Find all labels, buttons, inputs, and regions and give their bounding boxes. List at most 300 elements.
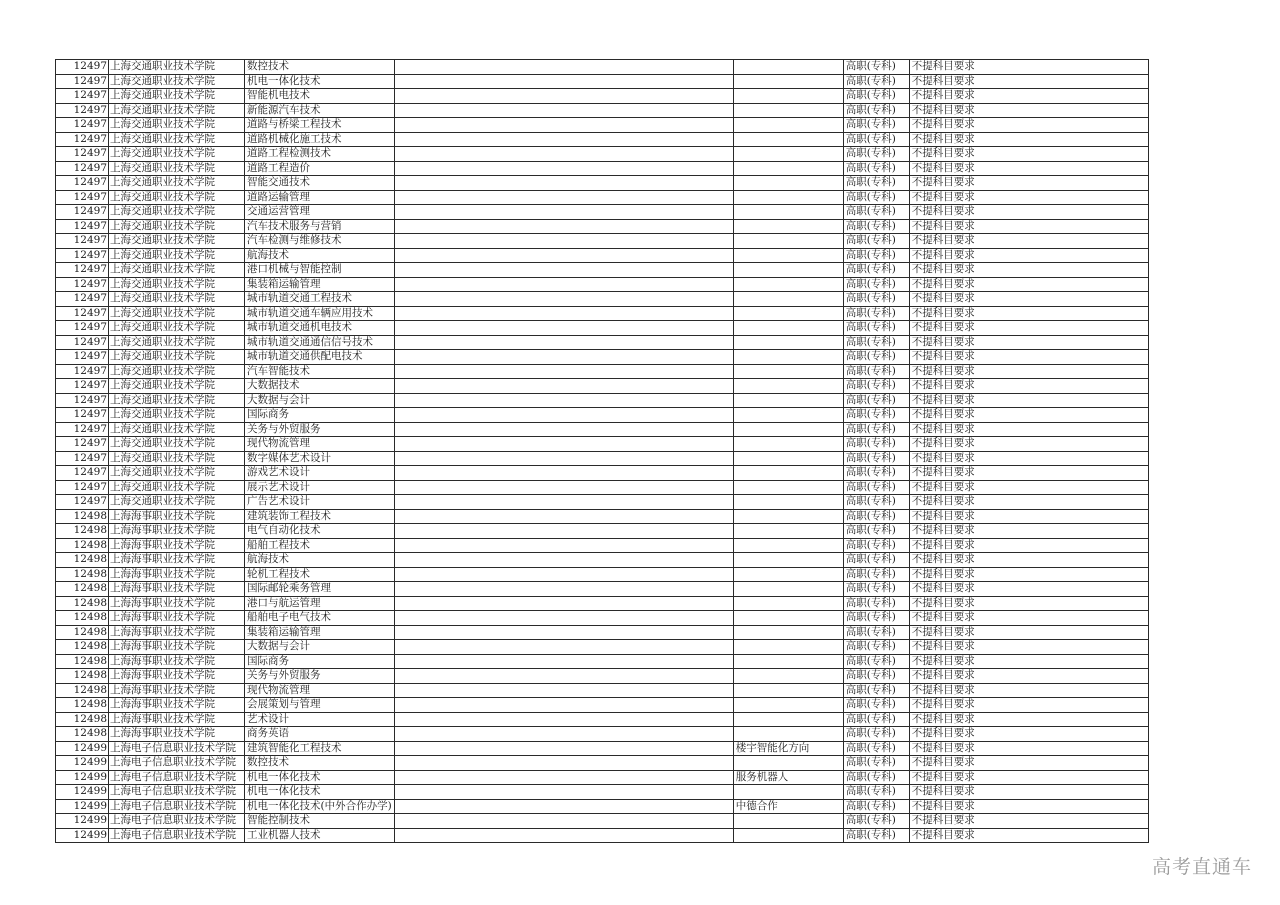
table-row bbox=[56, 509, 1149, 524]
level-cell: 高职(专科) bbox=[843, 828, 909, 843]
major-name-cell: 船舶工程技术 bbox=[245, 538, 395, 553]
major-name-cell: 大数据技术 bbox=[245, 379, 395, 394]
table-row bbox=[56, 814, 1149, 829]
school-name-cell: 上海交通职业技术学院 bbox=[109, 379, 245, 394]
major-name-cell: 机电一体化技术(中外合作办学) bbox=[245, 799, 395, 814]
direction-cell bbox=[733, 509, 843, 524]
school-name-cell: 上海交通职业技术学院 bbox=[109, 176, 245, 191]
notes-cell bbox=[394, 219, 733, 234]
table-row bbox=[56, 74, 1149, 89]
direction-cell bbox=[733, 89, 843, 104]
school-name-cell: 上海海事职业技术学院 bbox=[109, 596, 245, 611]
major-name-cell: 道路运输管理 bbox=[245, 190, 395, 205]
notes-cell bbox=[394, 712, 733, 727]
direction-cell bbox=[733, 712, 843, 727]
direction-cell bbox=[733, 219, 843, 234]
direction-cell bbox=[733, 277, 843, 292]
school-name-cell: 上海交通职业技术学院 bbox=[109, 451, 245, 466]
major-name-cell: 关务与外贸服务 bbox=[245, 422, 395, 437]
notes-cell bbox=[394, 785, 733, 800]
direction-cell bbox=[733, 814, 843, 829]
table-row bbox=[56, 770, 1149, 785]
major-name-cell: 大数据与会计 bbox=[245, 393, 395, 408]
direction-cell bbox=[733, 553, 843, 568]
table-row bbox=[56, 422, 1149, 437]
level-cell: 高职(专科) bbox=[843, 741, 909, 756]
school-name-cell: 上海交通职业技术学院 bbox=[109, 190, 245, 205]
table-row bbox=[56, 828, 1149, 843]
level-cell: 高职(专科) bbox=[843, 74, 909, 89]
major-name-cell: 智能机电技术 bbox=[245, 89, 395, 104]
level-cell: 高职(专科) bbox=[843, 538, 909, 553]
level-cell: 高职(专科) bbox=[843, 277, 909, 292]
school-name-cell: 上海交通职业技术学院 bbox=[109, 263, 245, 278]
major-name-cell: 道路工程造价 bbox=[245, 161, 395, 176]
table-row bbox=[56, 89, 1149, 104]
subject-requirement-cell: 不提科目要求 bbox=[909, 640, 1148, 655]
major-name-cell: 艺术设计 bbox=[245, 712, 395, 727]
major-name-cell: 汽车检测与维修技术 bbox=[245, 234, 395, 249]
notes-cell bbox=[394, 364, 733, 379]
school-code-cell: 12498 bbox=[56, 669, 109, 684]
direction-cell bbox=[733, 306, 843, 321]
major-name-cell: 广告艺术设计 bbox=[245, 495, 395, 510]
notes-cell bbox=[394, 234, 733, 249]
school-code-cell: 12497 bbox=[56, 364, 109, 379]
direction-cell bbox=[733, 393, 843, 408]
major-name-cell: 大数据与会计 bbox=[245, 640, 395, 655]
school-name-cell: 上海交通职业技术学院 bbox=[109, 408, 245, 423]
notes-cell bbox=[394, 132, 733, 147]
direction-cell bbox=[733, 451, 843, 466]
subject-requirement-cell: 不提科目要求 bbox=[909, 509, 1148, 524]
table-row bbox=[56, 364, 1149, 379]
table-row bbox=[56, 60, 1149, 75]
school-code-cell: 12497 bbox=[56, 132, 109, 147]
major-name-cell: 电气自动化技术 bbox=[245, 524, 395, 539]
direction-cell bbox=[733, 669, 843, 684]
school-code-cell: 12497 bbox=[56, 161, 109, 176]
level-cell: 高职(专科) bbox=[843, 379, 909, 394]
level-cell: 高职(专科) bbox=[843, 234, 909, 249]
school-code-cell: 12497 bbox=[56, 60, 109, 75]
direction-cell bbox=[733, 727, 843, 742]
school-code-cell: 12499 bbox=[56, 785, 109, 800]
table-row bbox=[56, 466, 1149, 481]
school-name-cell: 上海交通职业技术学院 bbox=[109, 147, 245, 162]
subject-requirement-cell: 不提科目要求 bbox=[909, 524, 1148, 539]
school-name-cell: 上海交通职业技术学院 bbox=[109, 89, 245, 104]
notes-cell bbox=[394, 118, 733, 133]
table-row bbox=[56, 219, 1149, 234]
notes-cell bbox=[394, 814, 733, 829]
notes-cell bbox=[394, 437, 733, 452]
level-cell: 高职(专科) bbox=[843, 640, 909, 655]
school-name-cell: 上海海事职业技术学院 bbox=[109, 611, 245, 626]
school-name-cell: 上海交通职业技术学院 bbox=[109, 437, 245, 452]
school-code-cell: 12498 bbox=[56, 553, 109, 568]
subject-requirement-cell: 不提科目要求 bbox=[909, 60, 1148, 75]
level-cell: 高职(专科) bbox=[843, 799, 909, 814]
direction-cell bbox=[733, 60, 843, 75]
subject-requirement-cell: 不提科目要求 bbox=[909, 495, 1148, 510]
subject-requirement-cell: 不提科目要求 bbox=[909, 553, 1148, 568]
table-row bbox=[56, 596, 1149, 611]
direction-cell bbox=[733, 828, 843, 843]
notes-cell bbox=[394, 480, 733, 495]
subject-requirement-cell: 不提科目要求 bbox=[909, 582, 1148, 597]
direction-cell bbox=[733, 698, 843, 713]
school-code-cell: 12498 bbox=[56, 567, 109, 582]
subject-requirement-cell: 不提科目要求 bbox=[909, 683, 1148, 698]
major-name-cell: 道路机械化施工技术 bbox=[245, 132, 395, 147]
subject-requirement-cell: 不提科目要求 bbox=[909, 350, 1148, 365]
direction-cell bbox=[733, 524, 843, 539]
school-name-cell: 上海海事职业技术学院 bbox=[109, 509, 245, 524]
subject-requirement-cell: 不提科目要求 bbox=[909, 466, 1148, 481]
school-code-cell: 12497 bbox=[56, 147, 109, 162]
level-cell: 高职(专科) bbox=[843, 350, 909, 365]
subject-requirement-cell: 不提科目要求 bbox=[909, 364, 1148, 379]
school-name-cell: 上海海事职业技术学院 bbox=[109, 727, 245, 742]
level-cell: 高职(专科) bbox=[843, 437, 909, 452]
direction-cell bbox=[733, 350, 843, 365]
notes-cell bbox=[394, 190, 733, 205]
table-row bbox=[56, 393, 1149, 408]
school-code-cell: 12499 bbox=[56, 756, 109, 771]
notes-cell bbox=[394, 698, 733, 713]
level-cell: 高职(专科) bbox=[843, 118, 909, 133]
school-code-cell: 12498 bbox=[56, 698, 109, 713]
level-cell: 高职(专科) bbox=[843, 335, 909, 350]
school-code-cell: 12499 bbox=[56, 741, 109, 756]
direction-cell bbox=[733, 654, 843, 669]
level-cell: 高职(专科) bbox=[843, 306, 909, 321]
school-name-cell: 上海交通职业技术学院 bbox=[109, 350, 245, 365]
direction-cell bbox=[733, 437, 843, 452]
table-row bbox=[56, 567, 1149, 582]
school-code-cell: 12497 bbox=[56, 190, 109, 205]
major-name-cell: 现代物流管理 bbox=[245, 683, 395, 698]
notes-cell bbox=[394, 89, 733, 104]
school-code-cell: 12497 bbox=[56, 495, 109, 510]
school-code-cell: 12498 bbox=[56, 640, 109, 655]
major-name-cell: 轮机工程技术 bbox=[245, 567, 395, 582]
notes-cell bbox=[394, 161, 733, 176]
notes-cell bbox=[394, 727, 733, 742]
level-cell: 高职(专科) bbox=[843, 756, 909, 771]
major-name-cell: 关务与外贸服务 bbox=[245, 669, 395, 684]
major-name-cell: 数控技术 bbox=[245, 756, 395, 771]
level-cell: 高职(专科) bbox=[843, 219, 909, 234]
subject-requirement-cell: 不提科目要求 bbox=[909, 118, 1148, 133]
major-name-cell: 机电一体化技术 bbox=[245, 74, 395, 89]
notes-cell bbox=[394, 393, 733, 408]
school-name-cell: 上海交通职业技术学院 bbox=[109, 495, 245, 510]
level-cell: 高职(专科) bbox=[843, 480, 909, 495]
direction-cell bbox=[733, 538, 843, 553]
level-cell: 高职(专科) bbox=[843, 567, 909, 582]
major-name-cell: 国际邮轮乘务管理 bbox=[245, 582, 395, 597]
school-name-cell: 上海交通职业技术学院 bbox=[109, 335, 245, 350]
notes-cell bbox=[394, 422, 733, 437]
school-code-cell: 12497 bbox=[56, 466, 109, 481]
direction-cell bbox=[733, 321, 843, 336]
notes-cell bbox=[394, 770, 733, 785]
school-name-cell: 上海交通职业技术学院 bbox=[109, 161, 245, 176]
school-name-cell: 上海电子信息职业技术学院 bbox=[109, 785, 245, 800]
school-name-cell: 上海交通职业技术学院 bbox=[109, 118, 245, 133]
level-cell: 高职(专科) bbox=[843, 89, 909, 104]
school-code-cell: 12497 bbox=[56, 451, 109, 466]
school-name-cell: 上海交通职业技术学院 bbox=[109, 132, 245, 147]
school-code-cell: 12497 bbox=[56, 480, 109, 495]
table-row bbox=[56, 190, 1149, 205]
notes-cell bbox=[394, 335, 733, 350]
notes-cell bbox=[394, 640, 733, 655]
major-name-cell: 机电一体化技术 bbox=[245, 785, 395, 800]
table-row bbox=[56, 321, 1149, 336]
level-cell: 高职(专科) bbox=[843, 524, 909, 539]
table-row bbox=[56, 379, 1149, 394]
subject-requirement-cell: 不提科目要求 bbox=[909, 741, 1148, 756]
direction-cell bbox=[733, 292, 843, 307]
notes-cell bbox=[394, 654, 733, 669]
level-cell: 高职(专科) bbox=[843, 190, 909, 205]
school-name-cell: 上海海事职业技术学院 bbox=[109, 654, 245, 669]
school-name-cell: 上海交通职业技术学院 bbox=[109, 480, 245, 495]
school-code-cell: 12497 bbox=[56, 422, 109, 437]
school-name-cell: 上海交通职业技术学院 bbox=[109, 292, 245, 307]
direction-cell bbox=[733, 480, 843, 495]
subject-requirement-cell: 不提科目要求 bbox=[909, 321, 1148, 336]
table-row bbox=[56, 408, 1149, 423]
direction-cell bbox=[733, 147, 843, 162]
notes-cell bbox=[394, 147, 733, 162]
admissions-table bbox=[55, 59, 1149, 843]
direction-cell bbox=[733, 756, 843, 771]
direction-cell: 楼宇智能化方向 bbox=[733, 741, 843, 756]
level-cell: 高职(专科) bbox=[843, 292, 909, 307]
subject-requirement-cell: 不提科目要求 bbox=[909, 828, 1148, 843]
notes-cell bbox=[394, 103, 733, 118]
notes-cell bbox=[394, 74, 733, 89]
table-row bbox=[56, 335, 1149, 350]
notes-cell bbox=[394, 60, 733, 75]
school-name-cell: 上海交通职业技术学院 bbox=[109, 74, 245, 89]
school-name-cell: 上海交通职业技术学院 bbox=[109, 306, 245, 321]
notes-cell bbox=[394, 466, 733, 481]
major-name-cell: 商务英语 bbox=[245, 727, 395, 742]
table-row bbox=[56, 234, 1149, 249]
school-code-cell: 12497 bbox=[56, 74, 109, 89]
major-name-cell: 航海技术 bbox=[245, 248, 395, 263]
level-cell: 高职(专科) bbox=[843, 770, 909, 785]
subject-requirement-cell: 不提科目要求 bbox=[909, 422, 1148, 437]
school-code-cell: 12497 bbox=[56, 219, 109, 234]
school-name-cell: 上海交通职业技术学院 bbox=[109, 277, 245, 292]
subject-requirement-cell: 不提科目要求 bbox=[909, 756, 1148, 771]
table-row bbox=[56, 248, 1149, 263]
major-name-cell: 道路工程检测技术 bbox=[245, 147, 395, 162]
table-row bbox=[56, 176, 1149, 191]
table-row bbox=[56, 553, 1149, 568]
notes-cell bbox=[394, 379, 733, 394]
table-row bbox=[56, 118, 1149, 133]
school-name-cell: 上海电子信息职业技术学院 bbox=[109, 828, 245, 843]
table-row bbox=[56, 611, 1149, 626]
level-cell: 高职(专科) bbox=[843, 712, 909, 727]
notes-cell bbox=[394, 248, 733, 263]
level-cell: 高职(专科) bbox=[843, 263, 909, 278]
notes-cell bbox=[394, 408, 733, 423]
subject-requirement-cell: 不提科目要求 bbox=[909, 234, 1148, 249]
direction-cell bbox=[733, 248, 843, 263]
school-code-cell: 12498 bbox=[56, 596, 109, 611]
subject-requirement-cell: 不提科目要求 bbox=[909, 176, 1148, 191]
direction-cell bbox=[733, 205, 843, 220]
subject-requirement-cell: 不提科目要求 bbox=[909, 654, 1148, 669]
subject-requirement-cell: 不提科目要求 bbox=[909, 712, 1148, 727]
major-name-cell: 游戏艺术设计 bbox=[245, 466, 395, 481]
notes-cell bbox=[394, 524, 733, 539]
school-code-cell: 12499 bbox=[56, 799, 109, 814]
school-code-cell: 12497 bbox=[56, 263, 109, 278]
table-row bbox=[56, 132, 1149, 147]
level-cell: 高职(专科) bbox=[843, 176, 909, 191]
subject-requirement-cell: 不提科目要求 bbox=[909, 727, 1148, 742]
table-row bbox=[56, 161, 1149, 176]
school-code-cell: 12499 bbox=[56, 828, 109, 843]
notes-cell bbox=[394, 741, 733, 756]
table-row bbox=[56, 756, 1149, 771]
table-row bbox=[56, 799, 1149, 814]
table-row bbox=[56, 640, 1149, 655]
major-name-cell: 数控技术 bbox=[245, 60, 395, 75]
school-code-cell: 12497 bbox=[56, 277, 109, 292]
subject-requirement-cell: 不提科目要求 bbox=[909, 698, 1148, 713]
school-name-cell: 上海海事职业技术学院 bbox=[109, 698, 245, 713]
school-name-cell: 上海电子信息职业技术学院 bbox=[109, 756, 245, 771]
notes-cell bbox=[394, 350, 733, 365]
watermark: 高考直通车 bbox=[1151, 856, 1252, 878]
level-cell: 高职(专科) bbox=[843, 582, 909, 597]
school-code-cell: 12497 bbox=[56, 176, 109, 191]
level-cell: 高职(专科) bbox=[843, 103, 909, 118]
table-row bbox=[56, 277, 1149, 292]
table-row bbox=[56, 741, 1149, 756]
direction-cell bbox=[733, 408, 843, 423]
school-name-cell: 上海交通职业技术学院 bbox=[109, 205, 245, 220]
subject-requirement-cell: 不提科目要求 bbox=[909, 219, 1148, 234]
school-name-cell: 上海电子信息职业技术学院 bbox=[109, 741, 245, 756]
level-cell: 高职(专科) bbox=[843, 727, 909, 742]
subject-requirement-cell: 不提科目要求 bbox=[909, 480, 1148, 495]
direction-cell bbox=[733, 495, 843, 510]
school-code-cell: 12497 bbox=[56, 89, 109, 104]
direction-cell bbox=[733, 364, 843, 379]
major-name-cell: 城市轨道交通供配电技术 bbox=[245, 350, 395, 365]
table-row bbox=[56, 582, 1149, 597]
notes-cell bbox=[394, 582, 733, 597]
notes-cell bbox=[394, 495, 733, 510]
table-body bbox=[56, 60, 1149, 843]
major-name-cell: 展示艺术设计 bbox=[245, 480, 395, 495]
level-cell: 高职(专科) bbox=[843, 147, 909, 162]
direction-cell bbox=[733, 422, 843, 437]
major-name-cell: 建筑智能化工程技术 bbox=[245, 741, 395, 756]
direction-cell bbox=[733, 683, 843, 698]
direction-cell bbox=[733, 567, 843, 582]
school-name-cell: 上海海事职业技术学院 bbox=[109, 683, 245, 698]
notes-cell bbox=[394, 263, 733, 278]
direction-cell bbox=[733, 785, 843, 800]
major-name-cell: 船舶电子电气技术 bbox=[245, 611, 395, 626]
table-row bbox=[56, 654, 1149, 669]
direction-cell bbox=[733, 103, 843, 118]
direction-cell bbox=[733, 611, 843, 626]
notes-cell bbox=[394, 538, 733, 553]
table-row bbox=[56, 698, 1149, 713]
subject-requirement-cell: 不提科目要求 bbox=[909, 596, 1148, 611]
level-cell: 高职(专科) bbox=[843, 698, 909, 713]
notes-cell bbox=[394, 799, 733, 814]
school-code-cell: 12498 bbox=[56, 538, 109, 553]
major-name-cell: 现代物流管理 bbox=[245, 437, 395, 452]
direction-cell: 中德合作 bbox=[733, 799, 843, 814]
school-name-cell: 上海交通职业技术学院 bbox=[109, 393, 245, 408]
school-name-cell: 上海交通职业技术学院 bbox=[109, 248, 245, 263]
direction-cell bbox=[733, 596, 843, 611]
direction-cell bbox=[733, 625, 843, 640]
major-name-cell: 城市轨道交通机电技术 bbox=[245, 321, 395, 336]
direction-cell bbox=[733, 263, 843, 278]
direction-cell bbox=[733, 161, 843, 176]
subject-requirement-cell: 不提科目要求 bbox=[909, 611, 1148, 626]
school-name-cell: 上海交通职业技术学院 bbox=[109, 103, 245, 118]
school-code-cell: 12498 bbox=[56, 683, 109, 698]
major-name-cell: 城市轨道交通车辆应用技术 bbox=[245, 306, 395, 321]
major-name-cell: 城市轨道交通通信信号技术 bbox=[245, 335, 395, 350]
subject-requirement-cell: 不提科目要求 bbox=[909, 190, 1148, 205]
level-cell: 高职(专科) bbox=[843, 611, 909, 626]
school-code-cell: 12497 bbox=[56, 437, 109, 452]
school-code-cell: 12497 bbox=[56, 335, 109, 350]
level-cell: 高职(专科) bbox=[843, 553, 909, 568]
major-name-cell: 航海技术 bbox=[245, 553, 395, 568]
school-name-cell: 上海海事职业技术学院 bbox=[109, 582, 245, 597]
level-cell: 高职(专科) bbox=[843, 132, 909, 147]
direction-cell: 服务机器人 bbox=[733, 770, 843, 785]
level-cell: 高职(专科) bbox=[843, 364, 909, 379]
school-code-cell: 12497 bbox=[56, 393, 109, 408]
school-code-cell: 12498 bbox=[56, 582, 109, 597]
subject-requirement-cell: 不提科目要求 bbox=[909, 669, 1148, 684]
school-code-cell: 12497 bbox=[56, 350, 109, 365]
school-name-cell: 上海交通职业技术学院 bbox=[109, 321, 245, 336]
level-cell: 高职(专科) bbox=[843, 161, 909, 176]
school-name-cell: 上海海事职业技术学院 bbox=[109, 538, 245, 553]
school-code-cell: 12497 bbox=[56, 103, 109, 118]
table-row bbox=[56, 495, 1149, 510]
major-name-cell: 港口机械与智能控制 bbox=[245, 263, 395, 278]
subject-requirement-cell: 不提科目要求 bbox=[909, 277, 1148, 292]
subject-requirement-cell: 不提科目要求 bbox=[909, 306, 1148, 321]
level-cell: 高职(专科) bbox=[843, 248, 909, 263]
major-name-cell: 汽车技术服务与营销 bbox=[245, 219, 395, 234]
subject-requirement-cell: 不提科目要求 bbox=[909, 161, 1148, 176]
school-name-cell: 上海交通职业技术学院 bbox=[109, 60, 245, 75]
